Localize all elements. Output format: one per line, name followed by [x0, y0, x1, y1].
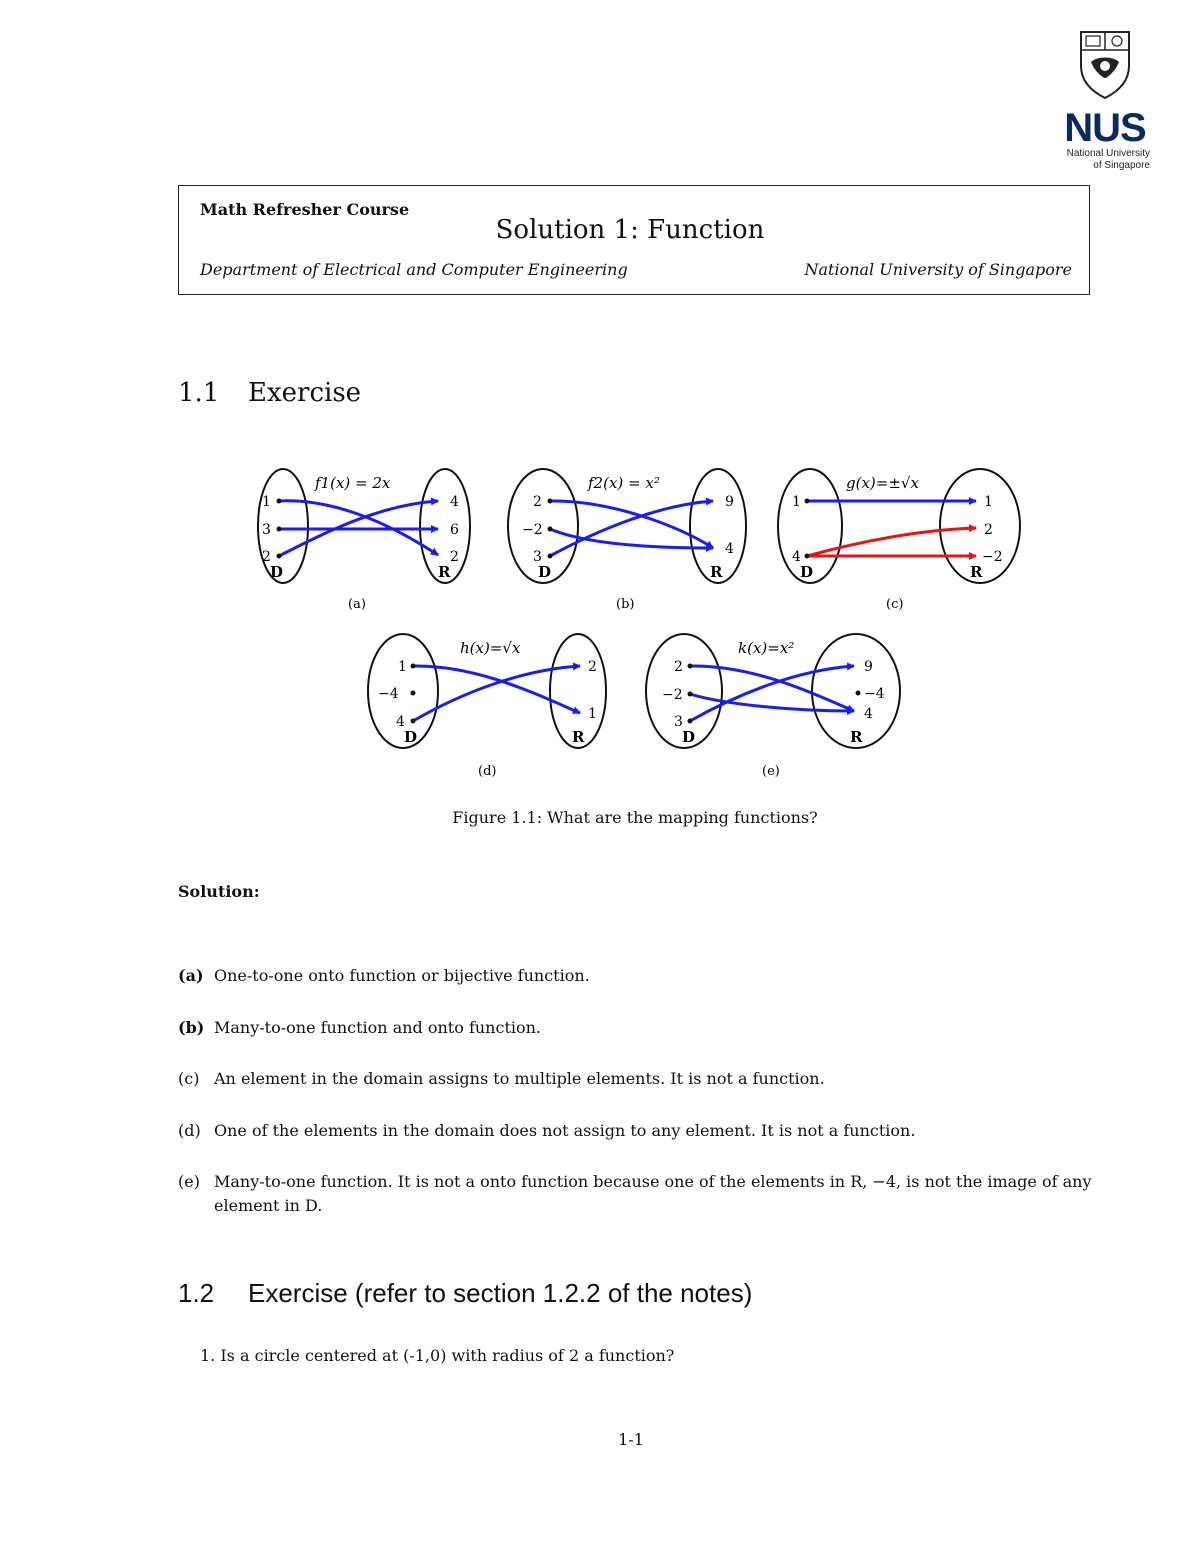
solution-item-e [178, 1170, 1139, 1218]
range-label: R [438, 563, 451, 581]
section-number: 1.2 [178, 1278, 215, 1308]
panel-a [258, 469, 470, 612]
solution-item-a [178, 964, 1103, 988]
range-label: R [572, 728, 585, 746]
range-value: 9 [725, 494, 734, 510]
range-value: −4 [864, 686, 885, 702]
panel-label: (c) [886, 597, 904, 612]
section-heading [178, 1278, 752, 1309]
item-text: One-to-one onto function or bijective function. [214, 966, 590, 985]
range-label: R [850, 728, 863, 746]
university: National University of Singapore [804, 260, 1072, 279]
domain-label: D [538, 563, 552, 581]
item-label: (d) [178, 1121, 201, 1140]
logo-line-1: National University [1066, 148, 1150, 159]
item-text: An element in the domain assigns to multiple elements. It is not a function. [214, 1069, 825, 1088]
domain-value: 3 [533, 549, 542, 565]
item-text: Many-to-one function and onto function. [214, 1018, 542, 1037]
page-title: Solution 1: Function [495, 215, 765, 245]
section-number: 1.1 [178, 378, 220, 408]
domain-value: −4 [378, 686, 399, 702]
domain-value: 2 [533, 494, 542, 510]
logo-wordmark: NUS [1064, 106, 1146, 150]
domain-value: 1 [792, 494, 801, 510]
domain-value: 4 [792, 549, 801, 565]
panel-e [646, 634, 900, 779]
section-title: Exercise [248, 378, 362, 408]
panel-label: (b) [616, 597, 635, 612]
domain-value: −2 [522, 522, 543, 538]
range-value: 2 [984, 522, 993, 538]
domain-value: −2 [662, 687, 683, 703]
item-label: (c) [178, 1069, 200, 1088]
solution-heading: Solution: [178, 882, 260, 901]
solution-item-b [178, 1016, 1103, 1040]
figure-caption: Figure 1.1: What are the mapping functions? [452, 808, 818, 827]
function-label: g(x)=±√x [846, 474, 919, 492]
solution-item-d [178, 1119, 1103, 1143]
range-value: 4 [725, 541, 734, 557]
solution-item-c [178, 1067, 1103, 1091]
function-label: h(x)=√x [460, 639, 521, 657]
nus-crest-icon [1077, 28, 1133, 100]
department: Department of Electrical and Computer Engineering [200, 260, 628, 279]
panel-label: (e) [762, 764, 780, 779]
item-label: (b) [178, 1018, 205, 1037]
range-value: −2 [982, 549, 1003, 565]
panel-c [778, 469, 1020, 612]
range-value: 1 [984, 494, 993, 510]
range-value: 2 [588, 659, 597, 675]
domain-label: D [404, 728, 418, 746]
nus-logo [1050, 28, 1160, 178]
domain-label: D [270, 563, 284, 581]
question-text: Is a circle centered at (-1,0) with radius of 2 a function? [220, 1346, 675, 1365]
question-item [200, 1346, 674, 1365]
panel-d [368, 634, 606, 779]
panel-label: (d) [478, 764, 497, 779]
domain-value: 2 [262, 549, 271, 565]
domain-label: D [682, 728, 696, 746]
range-value: 2 [450, 549, 459, 565]
domain-value: 3 [674, 714, 683, 730]
course-name: Math Refresher Course [200, 200, 410, 219]
function-label: f1(x) = 2x [315, 474, 391, 492]
domain-value: 1 [262, 494, 271, 510]
range-value: 4 [864, 706, 873, 722]
domain-value: 2 [674, 659, 683, 675]
domain-value: 3 [262, 522, 271, 538]
page-number: 1-1 [618, 1430, 644, 1449]
item-text: Many-to-one function. It is not a onto function because one of the elements in R, −4, is not the image of any element in D. [214, 1172, 1092, 1215]
domain-value: 1 [398, 659, 407, 675]
mapping-figure [250, 460, 1030, 800]
range-label: R [710, 563, 723, 581]
function-label: f2(x) = x² [588, 474, 660, 492]
item-label: (a) [178, 966, 204, 985]
panel-label: (a) [348, 597, 366, 612]
logo-line-2: of Singapore [1093, 160, 1150, 171]
panel-b [508, 469, 746, 612]
range-value: 6 [450, 522, 459, 538]
range-value: 1 [588, 706, 597, 722]
section-heading [178, 378, 361, 408]
domain-label: D [800, 563, 814, 581]
range-value: 9 [864, 659, 873, 675]
item-label: (e) [178, 1172, 200, 1191]
section-title: Exercise (refer to section 1.2.2 of the notes) [248, 1278, 753, 1308]
domain-value: 4 [396, 714, 405, 730]
item-text: One of the elements in the domain does not assign to any element. It is not a function. [214, 1121, 916, 1140]
question-number: 1. [200, 1346, 216, 1365]
range-value: 4 [450, 494, 459, 510]
function-label: k(x)=x² [738, 639, 795, 657]
range-label: R [970, 563, 983, 581]
